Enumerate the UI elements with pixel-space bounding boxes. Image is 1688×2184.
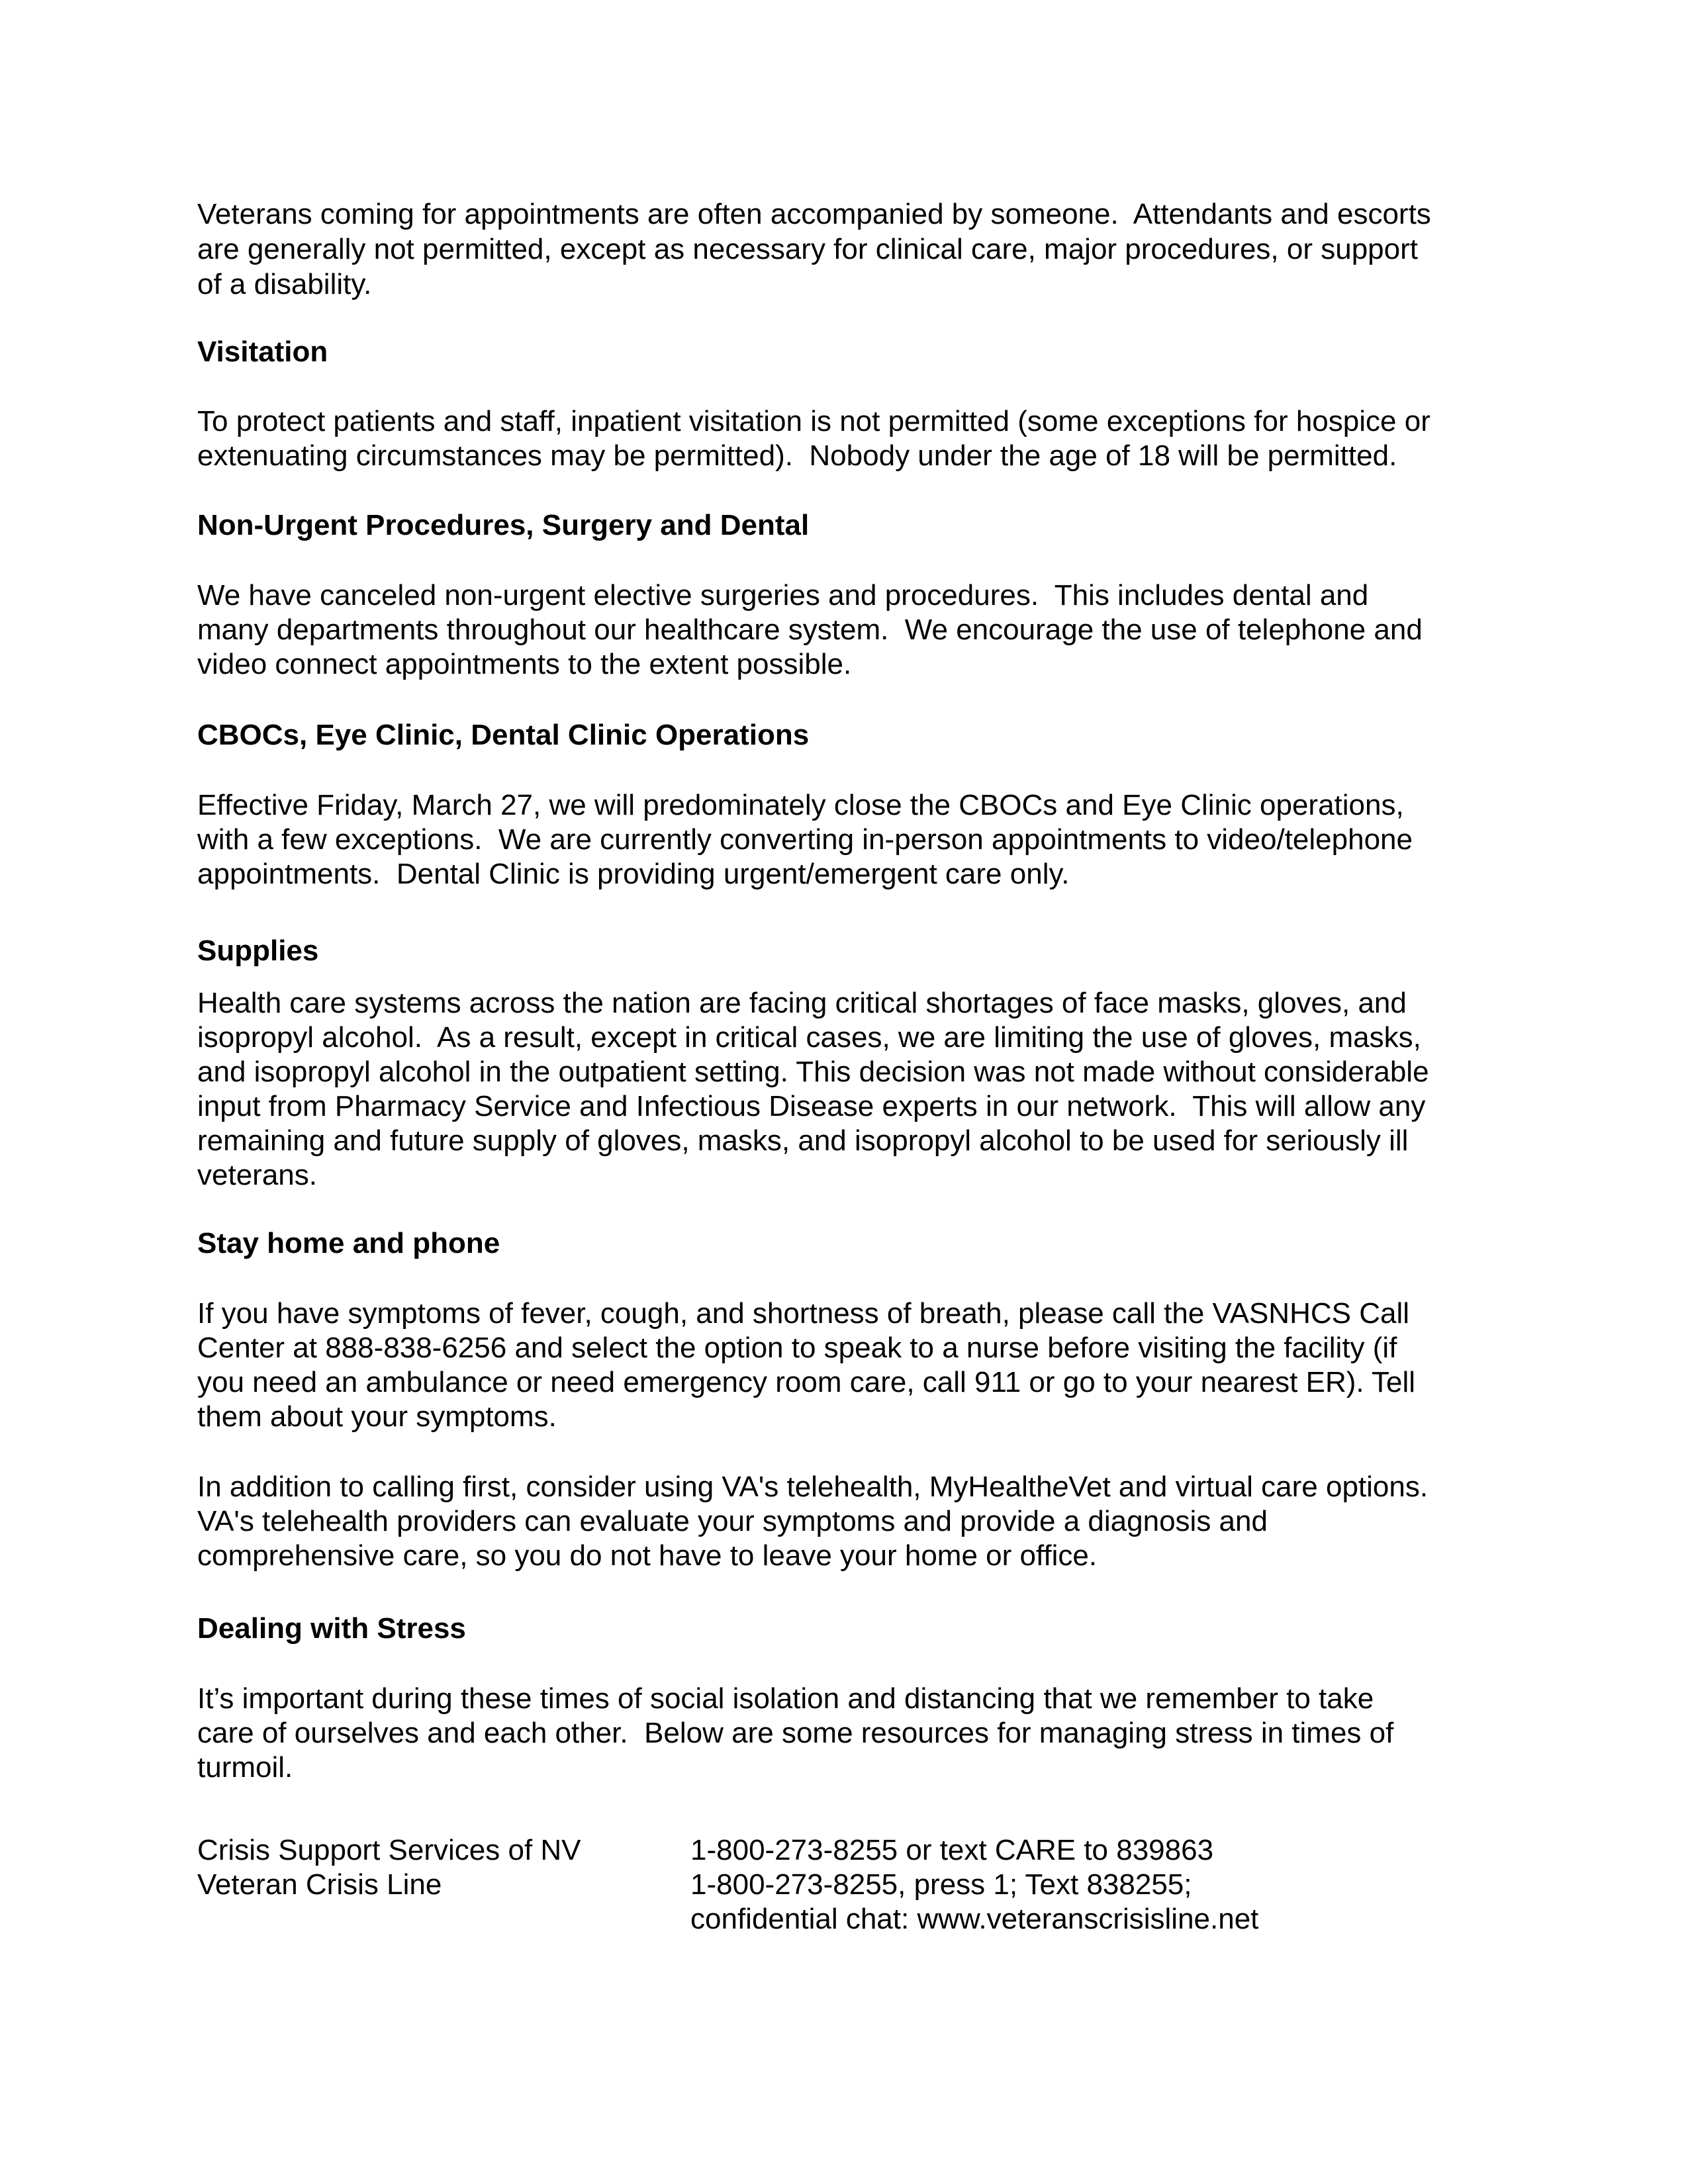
body-line: and isopropyl alcohol in the outpatient setting. This decision was not made without considerable <box>197 1056 1429 1088</box>
body-line: We have canceled non-urgent elective surgeries and procedures. This includes dental and <box>197 579 1369 612</box>
body-line: It’s important during these times of social isolation and distancing that we remember to take <box>197 1682 1374 1715</box>
intro-line: Veterans coming for appointments are often accompanied by someone. Attendants and escorts <box>197 198 1431 230</box>
body-line: To protect patients and staff, inpatient visitation is not permitted (some exceptions for hospice or <box>197 405 1430 437</box>
resource-contact: 1-800-273-8255, press 1; Text 838255; <box>690 1868 1192 1901</box>
body-line: care of ourselves and each other. Below are some resources for managing stress in times of <box>197 1717 1394 1749</box>
body-line: remaining and future supply of gloves, masks, and isopropyl alcohol to be used for seriously ill <box>197 1124 1409 1157</box>
body-line <box>197 1470 1428 1504</box>
body-line: VA's telehealth providers can evaluate your symptoms and provide a diagnosis and <box>197 1505 1268 1537</box>
body-line: with a few exceptions. We are currently converting in-person appointments to video/telephone <box>197 823 1413 856</box>
resource-name: Crisis Support Services of NV <box>197 1834 581 1866</box>
heading-supplies: Supplies <box>197 934 319 967</box>
heading-stay-home-and-phone: Stay home and phone <box>197 1227 500 1259</box>
body-line: If you have symptoms of fever, cough, and shortness of breath, please call the VASNHCS Call <box>197 1297 1410 1330</box>
body-line: appointments. Dental Clinic is providing urgent/emergent care only. <box>197 858 1070 890</box>
intro-line: of a disability. <box>197 268 372 300</box>
body-line: you need an ambulance or need emergency room care, call 911 or go to your nearest ER). Tell <box>197 1366 1416 1398</box>
body-line: isopropyl alcohol. As a result, except in critical cases, we are limiting the use of gloves, masks, <box>197 1021 1421 1054</box>
body-line: input from Pharmacy Service and Infectious Disease experts in our network. This will allow any <box>197 1090 1426 1122</box>
body-line: Center at 888-838-6256 and select the option to speak to a nurse before visiting the facility (if <box>197 1332 1397 1364</box>
heading-dealing-with-stress: Dealing with Stress <box>197 1612 466 1645</box>
heading-non-urgent-procedures: Non-Urgent Procedures, Surgery and Dental <box>197 509 810 541</box>
text-run: In addition to calling first, consider using VA's telehealth, MyHealth <box>197 1471 1053 1503</box>
resource-contact: 1-800-273-8255 or text CARE to 839863 <box>690 1834 1214 1866</box>
body-line: comprehensive care, so you do not have to leave your home or office. <box>197 1539 1098 1572</box>
body-line: veterans. <box>197 1159 317 1191</box>
heading-cbocs-operations: CBOCs, Eye Clinic, Dental Clinic Operations <box>197 719 810 751</box>
body-line: video connect appointments to the extent possible. <box>197 648 852 680</box>
body-line: Effective Friday, March 27, we will predominately close the CBOCs and Eye Clinic operations, <box>197 789 1404 821</box>
resource-name: Veteran Crisis Line <box>197 1868 442 1901</box>
body-line: Health care systems across the nation are facing critical shortages of face masks, gloves, and <box>197 987 1407 1019</box>
text-run-italic: e <box>1052 1471 1069 1503</box>
text-run: Vet and virtual care options. <box>1068 1471 1429 1503</box>
heading-visitation: Visitation <box>197 336 328 368</box>
body-line: extenuating circumstances may be permitted). Nobody under the age of 18 will be permitted. <box>197 439 1397 472</box>
intro-line: are generally not permitted, except as necessary for clinical care, major procedures, or support <box>197 233 1418 265</box>
resource-contact-chat-link: confidential chat: www.veteranscrisisline.net <box>690 1903 1259 1935</box>
body-line: turmoil. <box>197 1751 293 1784</box>
body-line: many departments throughout our healthcare system. We encourage the use of telephone and <box>197 614 1423 646</box>
body-line: them about your symptoms. <box>197 1400 557 1433</box>
